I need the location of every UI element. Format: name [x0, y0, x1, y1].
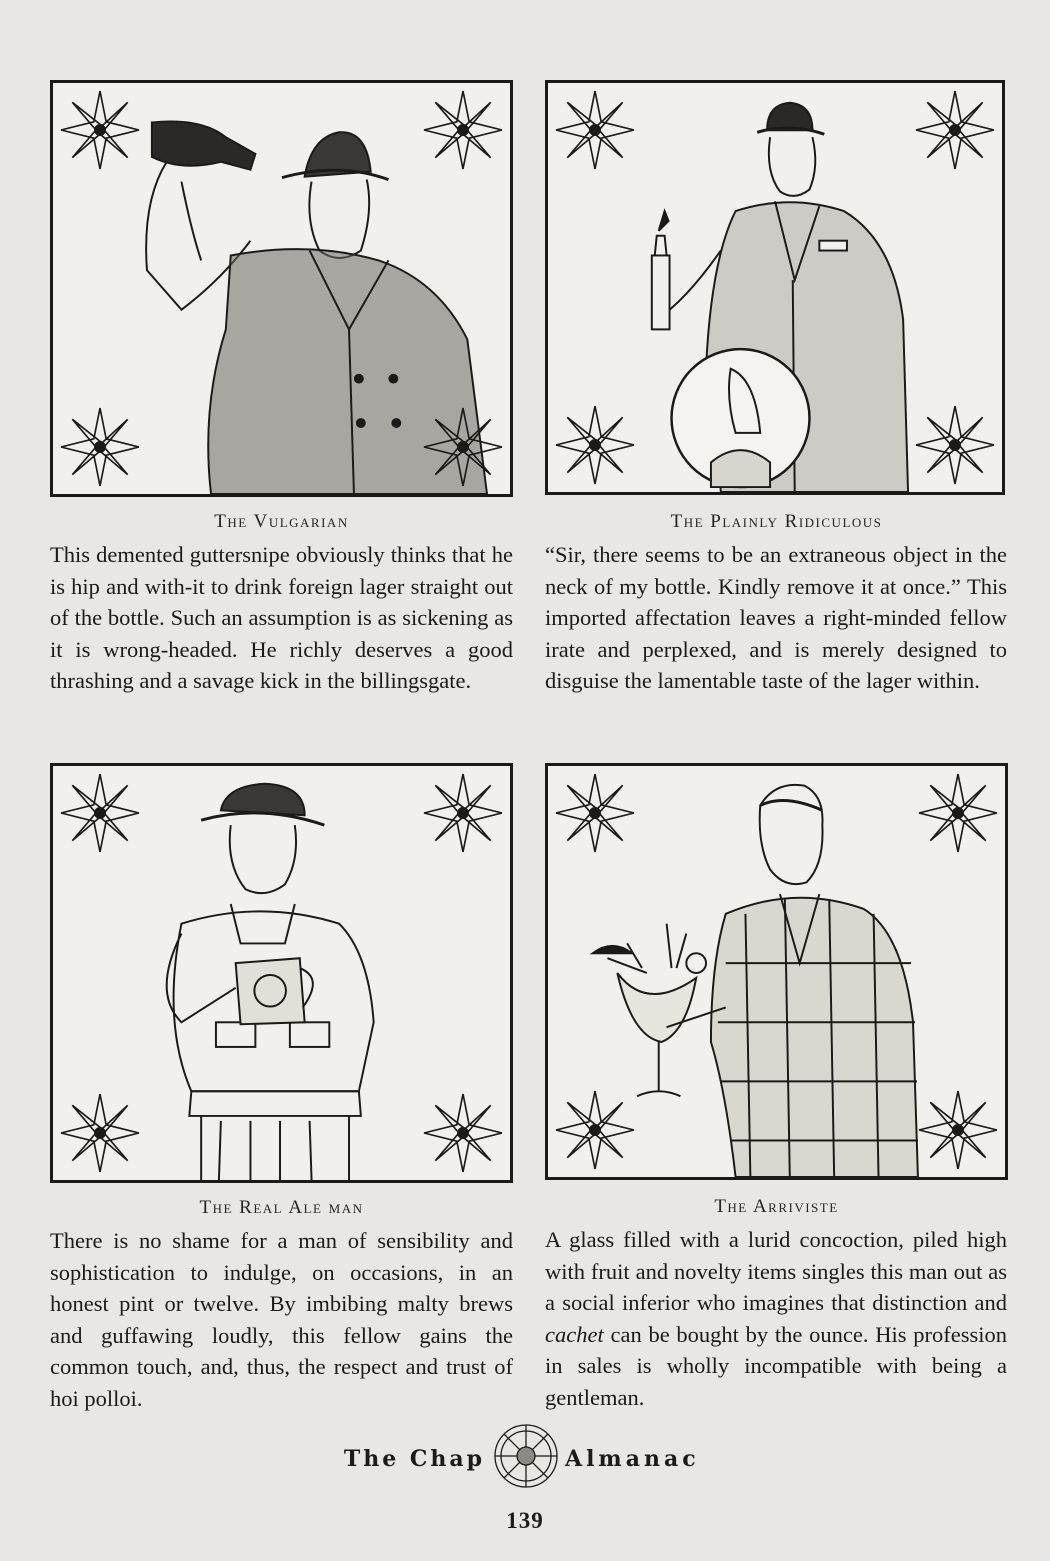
illustration-frame	[50, 763, 513, 1183]
entry-text-emphasis: cachet	[545, 1321, 604, 1347]
star-ornament-icon	[59, 89, 141, 171]
page-number: 139	[506, 1508, 544, 1533]
star-ornament-icon	[917, 772, 999, 854]
star-ornament-icon	[59, 1092, 141, 1174]
entry-caption: The Vulgarian	[214, 511, 349, 532]
star-ornament-icon	[59, 772, 141, 854]
entry-vulgarian	[50, 80, 513, 697]
star-ornament-icon	[914, 89, 996, 171]
entry-caption: The Real Ale man	[199, 1197, 364, 1218]
entry-text	[545, 1224, 1007, 1413]
footer-title-left: The Chap	[343, 1446, 485, 1472]
star-ornament-icon	[422, 406, 504, 488]
star-ornament-icon	[422, 772, 504, 854]
entry-caption: The Arriviste	[714, 1196, 839, 1217]
almanac-emblem-icon	[492, 1422, 560, 1490]
page-footer	[0, 1420, 1050, 1540]
star-ornament-icon	[554, 404, 636, 486]
star-ornament-icon	[422, 1092, 504, 1174]
entry-real-ale-man	[50, 763, 513, 1414]
entry-caption: The Plainly Ridiculous	[670, 511, 883, 532]
star-ornament-icon	[554, 1089, 636, 1171]
star-ornament-icon	[554, 772, 636, 854]
illustration-frame	[50, 80, 513, 497]
entry-arriviste	[545, 763, 1008, 1413]
entry-plainly-ridiculous	[545, 80, 1008, 697]
entry-text: “Sir, there seems to be an extraneous object in the neck of my bottle. Kindly remove it at once.” This imported affectation leaves a right-minded fellow irate and perplexed, and is merely designed to disguise the lamentable taste of the lager within.	[545, 542, 1007, 693]
star-ornament-icon	[59, 406, 141, 488]
star-ornament-icon	[914, 404, 996, 486]
star-ornament-icon	[554, 89, 636, 171]
entry-text: There is no shame for a man of sensibility and sophistication to indulge, on occasions, in an honest pint or twelve. By imbibing malty brews and guffawing loudly, this fellow gains the common touch, and, thus, the respect and trust of hoi polloi.	[50, 1228, 513, 1411]
illustration-frame	[545, 80, 1005, 495]
entry-text-part: can be bought by the ounce. His profession in sales is wholly incompatible with being a gentleman.	[545, 1321, 1007, 1410]
footer-title-right: Almanac	[565, 1446, 700, 1472]
star-ornament-icon	[917, 1089, 999, 1171]
illustration-frame	[545, 763, 1008, 1180]
entry-text-part: A glass filled with a lurid concoction, piled high with fruit and novelty items singles this man out as a social inferior who imagines that distinction and	[545, 1227, 1007, 1315]
star-ornament-icon	[422, 89, 504, 171]
entry-text: This demented guttersnipe obviously thinks that he is hip and with-it to drink foreign lager straight out of the bottle. Such an assumption is as sickening as it is wrong-headed. He richly deserves a good thrashing and a savage kick in the billingsgate.	[50, 542, 513, 693]
